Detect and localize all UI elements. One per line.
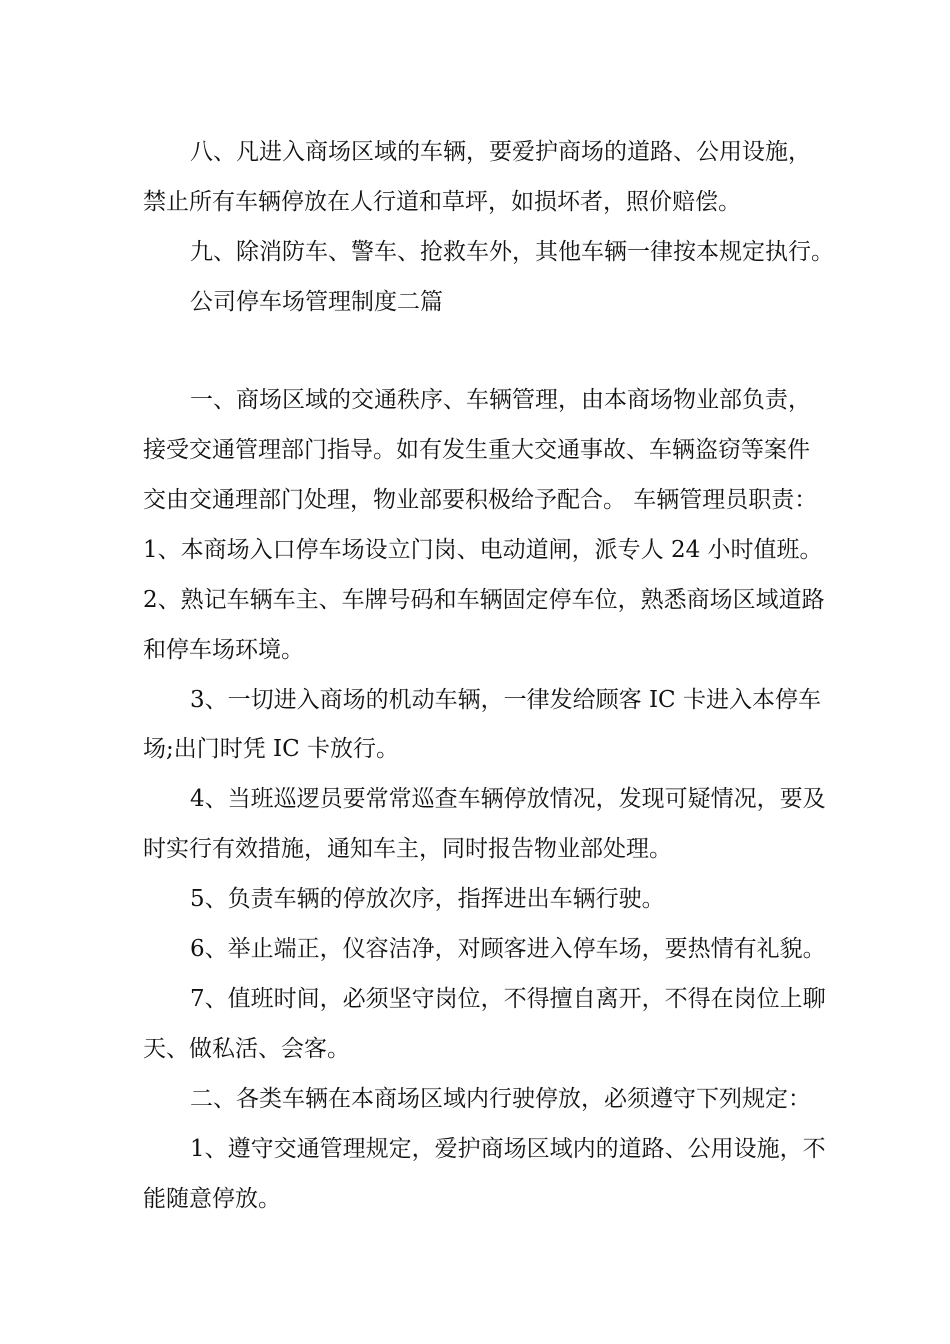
- paragraph-line: 和停车场环境。: [143, 637, 304, 663]
- paragraph-line: 能随意停放。: [143, 1186, 281, 1212]
- paragraph-line: 一、商场区域的交通秩序、车辆管理，由本商场物业部负责，: [190, 387, 811, 413]
- paragraph-line: 时实行有效措施，通知车主，同时报告物业部处理。: [143, 836, 672, 862]
- paragraph-line: 6、举止端正，仪容洁净，对顾客进入停车场，要热情有礼貌。: [190, 936, 826, 962]
- paragraph-line: 4、当班巡逻员要常常巡查车辆停放情况，发现可疑情况，要及: [190, 786, 826, 812]
- paragraph-line: 3、一切进入商场的机动车辆，一律发给顾客 IC 卡进入本停车: [190, 687, 821, 713]
- section-heading: 公司停车场管理制度二篇: [190, 289, 443, 315]
- paragraph-line: 1、本商场入口停车场设立门岗、电动道闸，派专人 24 小时值班。: [143, 537, 823, 563]
- paragraph-line: 场;出门时凭 IC 卡放行。: [143, 736, 400, 762]
- paragraph-line: 天、做私活、会客。: [143, 1036, 350, 1062]
- paragraph-line: 接受交通管理部门指导。如有发生重大交通事故、车辆盗窃等案件: [143, 437, 810, 463]
- paragraph-line: 九、除消防车、警车、抢救车外，其他车辆一律按本规定执行。: [190, 239, 834, 265]
- paragraph-line: 禁止所有车辆停放在人行道和草坪，如损坏者，照价赔偿。: [143, 189, 741, 215]
- paragraph-line: 交由交通理部门处理，物业部要积极给予配合。 车辆管理员职责：: [143, 487, 818, 513]
- paragraph-line: 1、遵守交通管理规定，爱护商场区域内的道路、公用设施，不: [190, 1136, 826, 1162]
- paragraph-line: 5、负责车辆的停放次序，指挥进出车辆行驶。: [190, 886, 665, 912]
- paragraph-line: 7、值班时间，必须坚守岗位，不得擅自离开，不得在岗位上聊: [190, 986, 826, 1012]
- paragraph-line: 2、熟记车辆车主、车牌号码和车辆固定停车位，熟悉商场区域道路: [143, 587, 825, 613]
- paragraph-line: 二、各类车辆在本商场区域内行驶停放，必须遵守下列规定：: [190, 1086, 811, 1112]
- paragraph-line: 八、凡进入商场区域的车辆，要爱护商场的道路、公用设施，: [190, 139, 811, 165]
